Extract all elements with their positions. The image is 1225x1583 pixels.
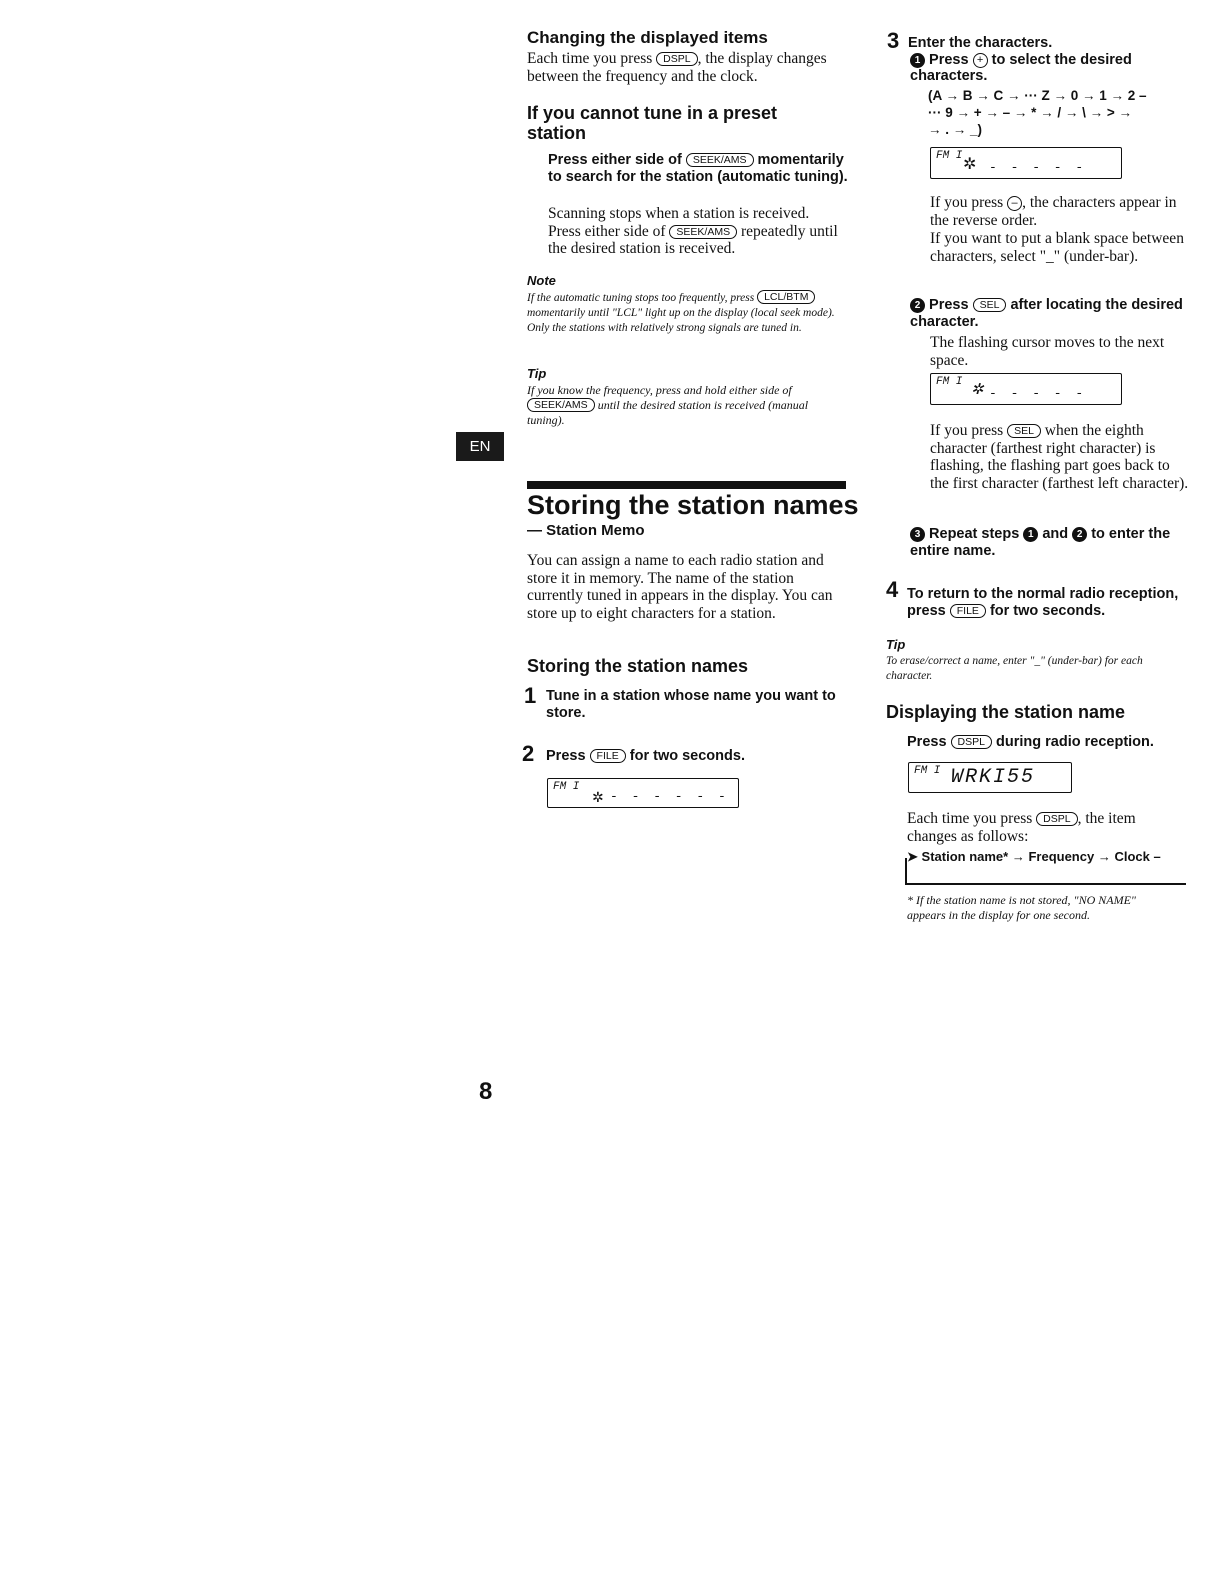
circled-number-1-ref-icon: 1 — [1023, 527, 1038, 542]
circled-number-2-icon: 2 — [910, 298, 925, 313]
step-1-text: Tune in a station whose name you want to store. — [546, 688, 836, 721]
sel-button-2: SEL — [1007, 424, 1041, 438]
arrow-right-icon-3: → — [1097, 849, 1111, 864]
lcl-btm-button: LCL/BTM — [757, 290, 815, 304]
sub-step-1: 1 Press + to select the desired characters. — [910, 52, 1132, 84]
changing-heading: Changing the displayed items — [527, 28, 768, 47]
tip-2-text: To erase/correct a name, enter "_" (under-bar) for each character. — [886, 655, 1143, 682]
sub-step-3: 3 Repeat steps 1 and 2 to enter the entire name. — [910, 526, 1171, 559]
minus-button: – — [1007, 196, 1022, 211]
character-sequence: (A → B → C → ··· Z → 0 → 1 → 2 – ··· 9 → + → – → * → / → \ → > → → . → _) — [928, 88, 1147, 137]
circled-number-1-icon: 1 — [910, 53, 925, 68]
station-name-readout: WRKI55 — [951, 766, 1036, 789]
plus-button: + — [973, 53, 988, 68]
sel-button: SEL — [973, 298, 1007, 312]
footnote: * If the station name is not stored, "NO NAME" appears in the display for one second. — [907, 893, 1136, 922]
seek-ams-button-2: SEEK/AMS — [669, 225, 737, 239]
tip-title: Tip — [527, 366, 547, 381]
note-title: Note — [527, 273, 556, 288]
step-2-text: Press FILE for two seconds. — [546, 748, 745, 764]
display-instruction: Press DSPL during radio reception. — [907, 734, 1154, 750]
step-3-title: Enter the characters. — [908, 35, 1053, 51]
displaying-heading: Displaying the station name — [886, 702, 1126, 722]
dspl-button-3: DSPL — [1036, 812, 1077, 826]
changing-text: Each time you press DSPL , the display changes between the frequency and the clock. — [527, 50, 827, 85]
lcd-display-step3: FM I ✲ - - - - - — [930, 147, 1122, 179]
step-4-text: To return to the normal radio reception, press FILE for two seconds. — [907, 586, 1179, 619]
storing-subtitle: — Station Memo — [527, 522, 645, 539]
preset-text: Scanning stops when a station is received. Press either side of SEEK/AMS repeatedly until the desired station is received. — [548, 205, 838, 257]
step-2-number: 2 — [522, 741, 535, 766]
cursor-character-icon: ✲ — [971, 382, 984, 399]
circled-number-2-ref-icon: 2 — [1072, 527, 1087, 542]
arrow-right-icon-2: → — [1011, 849, 1025, 864]
blank-space-text: If you want to put a blank space between characters, select "_" (under-bar). — [930, 230, 1184, 265]
arrow-right-icon: ➤ — [907, 849, 918, 864]
dspl-button-2: DSPL — [951, 735, 992, 749]
seek-ams-button: SEEK/AMS — [686, 153, 754, 167]
page-number: 8 — [479, 1078, 493, 1105]
section-rule — [527, 481, 846, 489]
storing-title: Storing the station names — [527, 490, 859, 520]
step-3-number: 3 — [887, 28, 900, 53]
flashing-cursor-icon: ✲ — [592, 789, 604, 805]
lcd-display-step2: FM I ✲ - - - - - - — [547, 778, 739, 808]
sub-step-2-text: The flashing cursor moves to the next space. — [930, 334, 1165, 369]
tip-text: If you know the frequency, press and hold either side of SEEK/AMS until the desired station is received (manual tuning). — [527, 383, 809, 427]
display-cycle-flow: ➤ Station name* → Frequency → Clock – — [905, 852, 1186, 884]
file-button-2: FILE — [950, 604, 986, 618]
lcd-display-name: FM I WRKI55 — [908, 762, 1072, 793]
storing-heading-2: Storing the station names — [527, 656, 749, 676]
language-tab: EN — [456, 432, 504, 461]
lcd-display-sub2: FM I ✲ - - - - - — [930, 373, 1122, 405]
sel-text: If you press SEL when the eighth character (farthest right character) is flashing, the flashing part goes back to the first character (farthest left character). — [930, 422, 1189, 492]
storing-intro: You can assign a name to each radio station and store it in memory. The name of the station currently tuned in appears in the display. You can store up to eight characters for a station. — [527, 552, 833, 622]
minus-text: If you press – , the characters appear in the reverse order. — [930, 194, 1177, 229]
each-time-text: Each time you press DSPL , the item changes as follows: — [907, 810, 1136, 845]
preset-instruction: Press either side of SEEK/AMS momentarily to search for the station (automatic tuning). — [548, 152, 848, 185]
tip-2-title: Tip — [886, 637, 906, 652]
step-4-number: 4 — [886, 577, 899, 602]
sub-step-2: 2 Press SEL after locating the desired character. — [910, 297, 1183, 330]
file-button: FILE — [590, 749, 626, 763]
note-text: If the automatic tuning stops too frequently, press LCL/BTM momentarily until "LCL" light up on the display (local seek mode). Only the stations with relatively strong signals are tuned in. — [527, 291, 835, 334]
preset-heading: If you cannot tune in a preset station — [527, 103, 778, 143]
flashing-character-icon: ✲ — [963, 156, 977, 173]
circled-number-3-icon: 3 — [910, 527, 925, 542]
step-1-number: 1 — [524, 683, 537, 708]
seek-ams-button-3: SEEK/AMS — [527, 398, 595, 412]
dspl-button: DSPL — [656, 52, 697, 66]
